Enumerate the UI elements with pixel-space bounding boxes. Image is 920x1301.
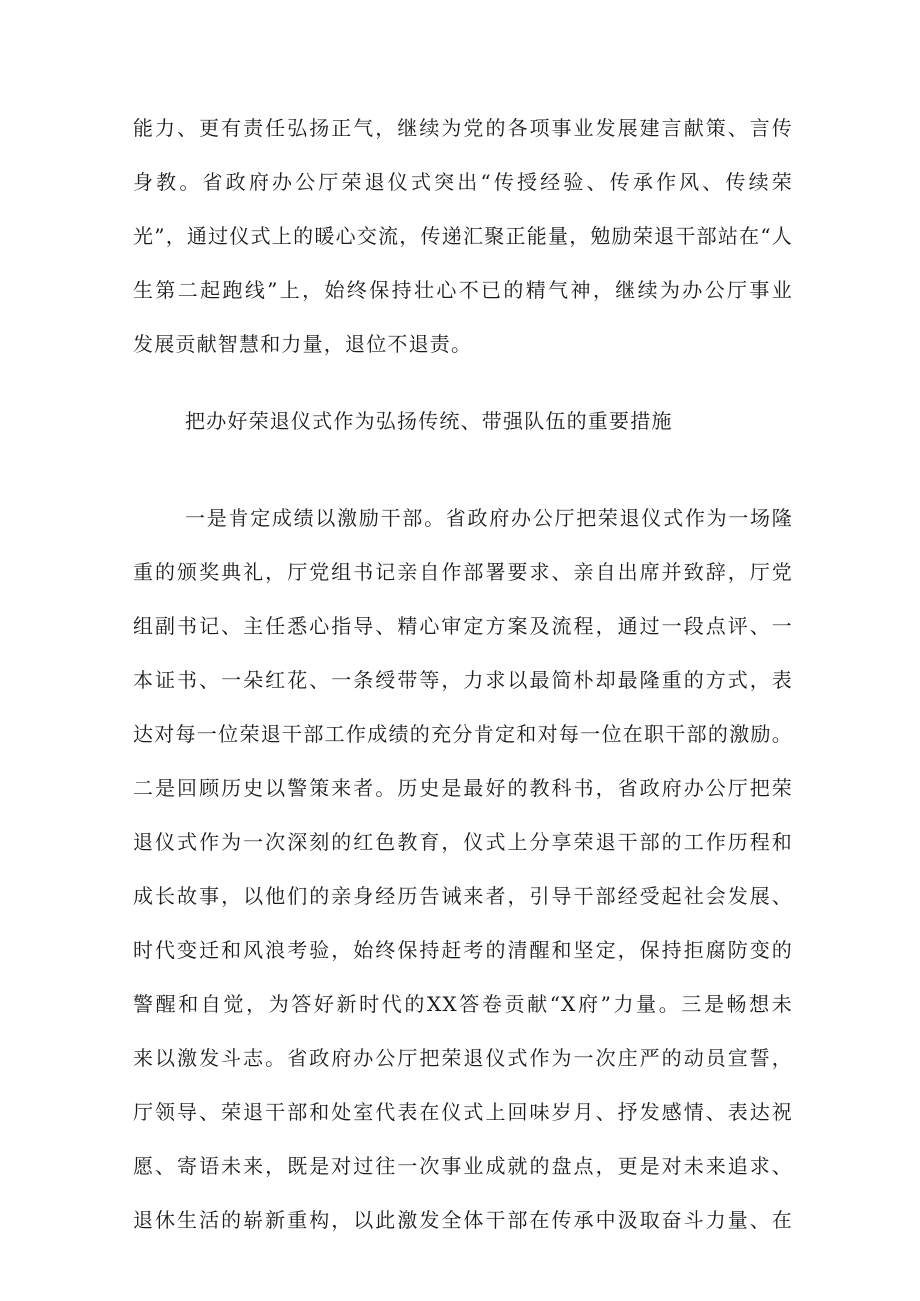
paragraph-line: 光”，通过仪式上的暖心交流，传递汇聚正能量，勉励荣退干部站在“人	[133, 224, 793, 248]
paragraph-line: 愿、寄语未来，既是对过往一次事业成就的盘点，更是对未来追求、	[133, 1154, 793, 1178]
paragraph-line: 成长故事，以他们的亲身经历告诫来者，引导干部经受起社会发展、	[133, 884, 793, 908]
paragraph-line: 一是肯定成绩以激励干部。省政府办公厅把荣退仪式作为一场隆	[185, 506, 793, 530]
paragraph-line: 厅领导、荣退干部和处室代表在仪式上回味岁月、抒发感情、表达祝	[133, 1100, 793, 1124]
paragraph-line: 警醒和自觉，为答好新时代的XX答卷贡献“X府”力量。三是畅想未	[133, 992, 793, 1016]
paragraph-line: 时代变迁和风浪考验，始终保持赶考的清醒和坚定，保持拒腐防变的	[133, 938, 793, 962]
paragraph-line: 组副书记、主任悉心指导、精心审定方案及流程，通过一段点评、一	[133, 614, 793, 638]
paragraph-line: 身教。省政府办公厅荣退仪式突出“传授经验、传承作风、传续荣	[133, 170, 793, 194]
paragraph-line: 本证书、一朵红花、一条绶带等，力求以最简朴却最隆重的方式，表	[133, 668, 793, 692]
paragraph-line: 二是回顾历史以警策来者。历史是最好的教科书，省政府办公厅把荣	[133, 776, 793, 800]
paragraph-line: 达对每一位荣退干部工作成绩的充分肯定和对每一位在职干部的激励。	[133, 722, 793, 746]
paragraph-line: 发展贡献智慧和力量，退位不退责。	[133, 332, 473, 356]
paragraph-line: 重的颁奖典礼，厅党组书记亲自作部署要求、亲自出席并致辞，厅党	[133, 560, 793, 584]
paragraph-line: 能力、更有责任弘扬正气，继续为党的各项事业发展建言献策、言传	[133, 116, 793, 140]
paragraph-line: 退休生活的崭新重构，以此激发全体干部在传承中汲取奋斗力量、在	[133, 1208, 793, 1232]
paragraph-line: 来以激发斗志。省政府办公厅把荣退仪式作为一次庄严的动员宣誓，	[133, 1046, 793, 1070]
section-heading: 把办好荣退仪式作为弘扬传统、带强队伍的重要措施	[185, 409, 673, 433]
paragraph-line: 生第二起跑线”上，始终保持壮心不已的精气神，继续为办公厅事业	[133, 278, 793, 302]
paragraph-line: 退仪式作为一次深刻的红色教育，仪式上分享荣退干部的工作历程和	[133, 830, 793, 854]
